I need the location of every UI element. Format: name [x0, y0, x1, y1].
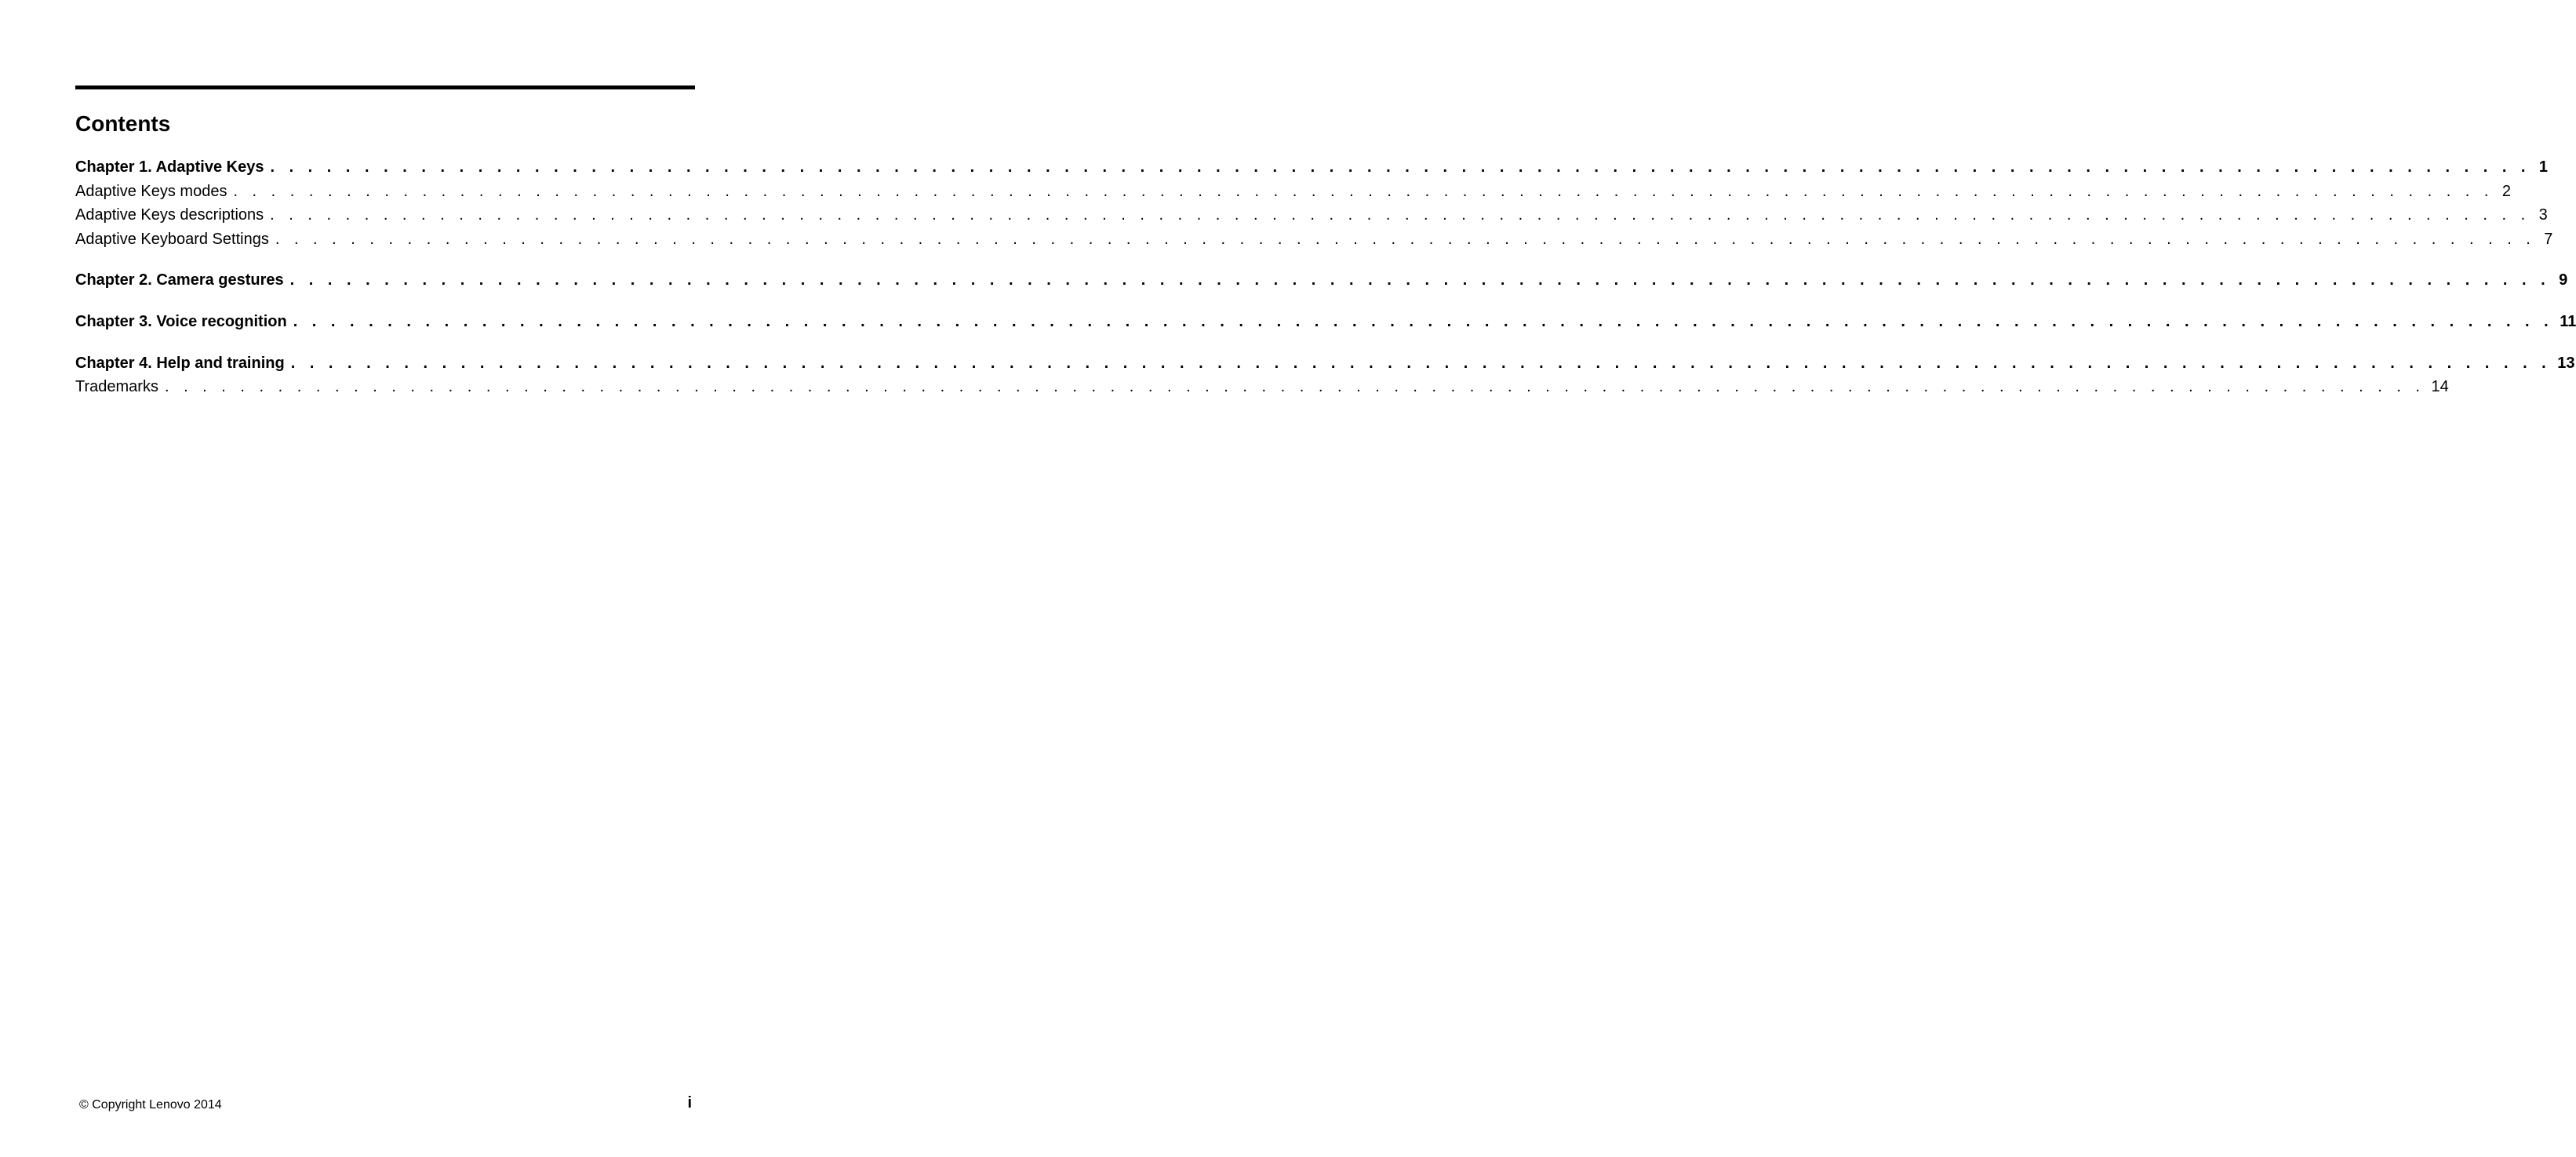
- dot-leader: . . . . . . . . . . . . . . . . . . . . . . . . . . . . . . . . . . . . . . . . . . . . . . . . . . . . . . . . . . . . . . . . . . . . . . . . . . . . . . . . . . . . . . . . . . . . . . . . . . . . . . . . . . . . . . . . . . . . . . . .: [164, 378, 2425, 395]
- toc-entry-page: 13: [2557, 355, 2575, 372]
- toc-entry-page: 9: [2559, 271, 2568, 289]
- toc-entry-label: Chapter 4. Help and training: [75, 355, 285, 372]
- toc-entry-adaptive-keys-descriptions[interactable]: [75, 205, 2548, 225]
- dot-leader: . . . . . . . . . . . . . . . . . . . . . . . . . . . . . . . . . . . . . . . . . . . . . . . . . . . . . . . . . . . . . . . . . . . . . . . . . . . . . . . . . . . . . . . . . . . . . . . . . . . . . . . . . . . . . . . . . . . . . . . .: [293, 313, 2554, 330]
- dot-leader: . . . . . . . . . . . . . . . . . . . . . . . . . . . . . . . . . . . . . . . . . . . . . . . . . . . . . . . . . . . . . . . . . . . . . . . . . . . . . . . . . . . . . . . . . . . . . . . . . . . . . . . . . . . . . . . . . . . . . . . .: [233, 183, 2494, 200]
- dot-leader: . . . . . . . . . . . . . . . . . . . . . . . . . . . . . . . . . . . . . . . . . . . . . . . . . . . . . . . . . . . . . . . . . . . . . . . . . . . . . . . . . . . . . . . . . . . . . . . . . . . . . . . . . . . . . . . . . . . . . . . .: [289, 271, 2551, 289]
- dot-leader: . . . . . . . . . . . . . . . . . . . . . . . . . . . . . . . . . . . . . . . . . . . . . . . . . . . . . . . . . . . . . . . . . . . . . . . . . . . . . . . . . . . . . . . . . . . . . . . . . . . . . . . . . . . . . . . . . . . . . . . .: [275, 231, 2536, 248]
- dot-leader: . . . . . . . . . . . . . . . . . . . . . . . . . . . . . . . . . . . . . . . . . . . . . . . . . . . . . . . . . . . . . . . . . . . . . . . . . . . . . . . . . . . . . . . . . . . . . . . . . . . . . . . . . . . . . . . . . . . . . . . .: [270, 206, 2531, 224]
- toc-entry-adaptive-keyboard-settings[interactable]: [75, 229, 2553, 249]
- toc-entry-page: 1: [2538, 158, 2548, 176]
- toc-entry-page: 14: [2431, 378, 2449, 395]
- toc-entry-chapter-4[interactable]: [75, 353, 2575, 373]
- toc-entry-label: Chapter 1. Adaptive Keys: [75, 158, 264, 176]
- toc-entry-label: Adaptive Keys descriptions: [75, 206, 264, 224]
- top-rule: [75, 86, 695, 89]
- toc-entry-label: Adaptive Keyboard Settings: [75, 231, 269, 248]
- toc-entry-page: 2: [2501, 183, 2511, 200]
- dot-leader: . . . . . . . . . . . . . . . . . . . . . . . . . . . . . . . . . . . . . . . . . . . . . . . . . . . . . . . . . . . . . . . . . . . . . . . . . . . . . . . . . . . . . . . . . . . . . . . . . . . . . . . . . . . . . . . . . . . . . . . .: [270, 158, 2531, 176]
- toc-entry-chapter-2[interactable]: [75, 270, 2568, 290]
- toc-entry-label: Chapter 2. Camera gestures: [75, 271, 284, 289]
- page-title: Contents: [75, 111, 171, 136]
- toc-entry-chapter-3[interactable]: [75, 311, 2576, 332]
- toc-entry-label: Adaptive Keys modes: [75, 183, 227, 200]
- toc-entry-label: Trademarks: [75, 378, 158, 395]
- toc-entry-page: 7: [2544, 231, 2553, 248]
- toc-entry-chapter-1[interactable]: [75, 157, 2548, 177]
- copyright-notice: © Copyright Lenovo 2014: [79, 1098, 222, 1112]
- toc-entry-page: 3: [2538, 206, 2548, 224]
- dot-leader: . . . . . . . . . . . . . . . . . . . . . . . . . . . . . . . . . . . . . . . . . . . . . . . . . . . . . . . . . . . . . . . . . . . . . . . . . . . . . . . . . . . . . . . . . . . . . . . . . . . . . . . . . . . . . . . . . . . . . . . .: [290, 355, 2552, 372]
- page-number: i: [687, 1094, 692, 1112]
- toc-entry-trademarks[interactable]: [75, 377, 2449, 397]
- toc-entry-page: 11: [2560, 313, 2576, 330]
- toc-entry-label: Chapter 3. Voice recognition: [75, 313, 287, 330]
- toc-entry-adaptive-keys-modes[interactable]: [75, 181, 2511, 202]
